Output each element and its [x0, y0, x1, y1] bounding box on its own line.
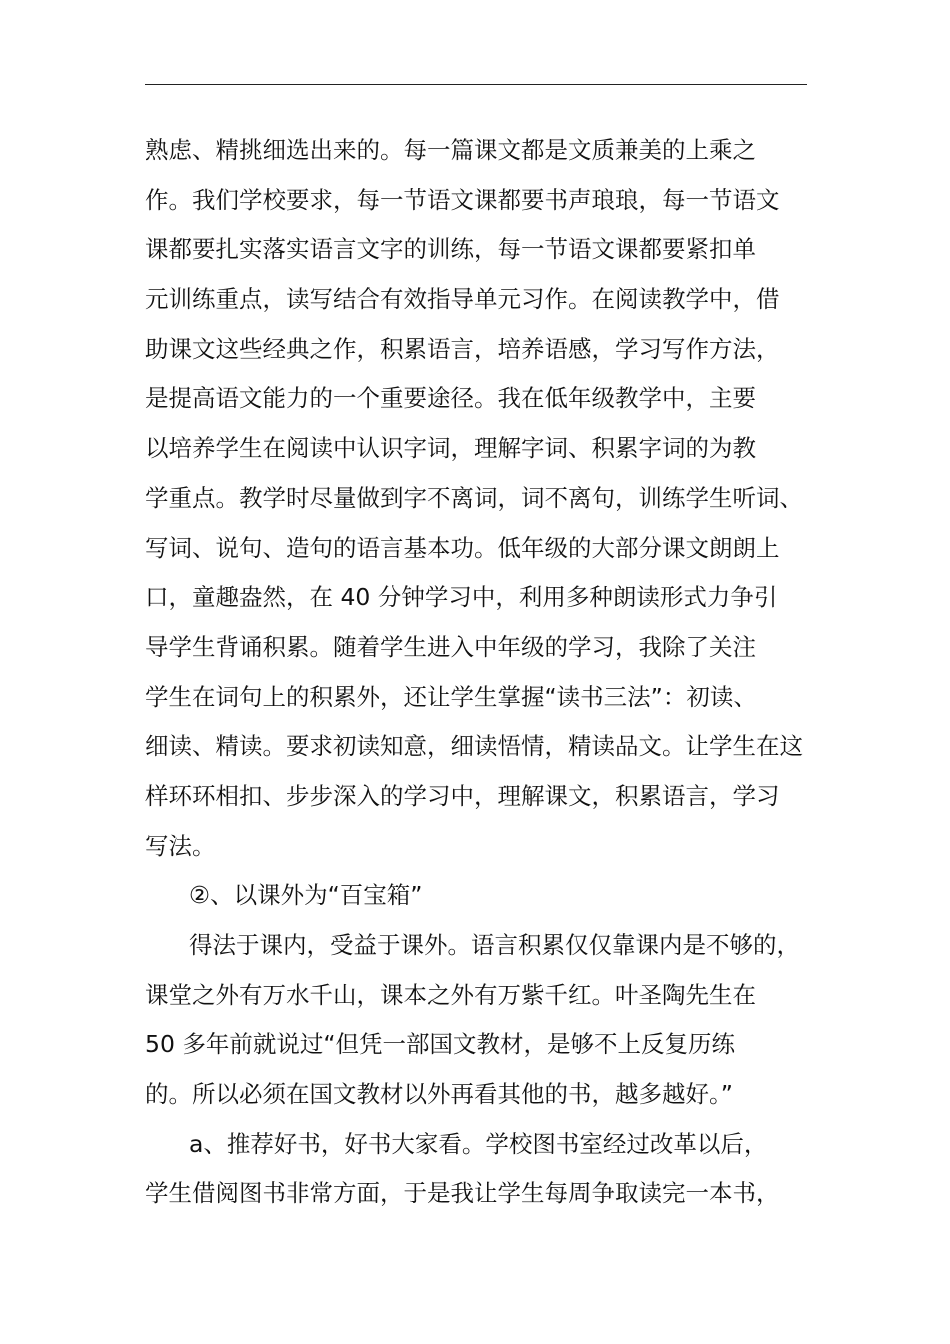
text-line-21: a、推荐好书，好书大家看。学校图书室经过改革以后，	[189, 1129, 768, 1158]
text-line-2: 作。我们学校要求，每一节语文课都要书声琅琅，每一节语文	[145, 185, 780, 214]
text-line-18: 课堂之外有万水千山，课本之外有万紫千红。叶圣陶先生在	[145, 980, 756, 1009]
text-line-4: 元训练重点，读写结合有效指导单元习作。在阅读教学中，借	[145, 285, 780, 314]
text-line-22: 学生借阅图书非常方面，于是我让学生每周争取读完一本书，	[145, 1179, 780, 1208]
text-line-14: 样环环相扣、步步深入的学习中，理解课文，积累语言，学习	[145, 781, 780, 810]
text-line-13: 细读、精读。要求初读知意，细读悟情，精读品文。让学生在这	[145, 732, 803, 761]
text-line-3: 课都要扎实落实语言文字的训练，每一节语文课都要紧扣单	[145, 235, 756, 264]
text-line-12: 学生在词句上的积累外，还让学生掌握“读书三法”：初读、	[145, 682, 757, 711]
text-line-19: 50 多年前就说过“但凭一部国文教材，是够不上反复历练	[145, 1030, 736, 1059]
text-line-7: 以培养学生在阅读中认识字词，理解字词、积累字词的为教	[145, 434, 756, 463]
text-line-20: 的。所以必须在国文教材以外再看其他的书，越多越好。”	[145, 1080, 733, 1109]
body-text	[145, 126, 845, 1219]
text-line-11: 导学生背诵积累。随着学生进入中年级的学习，我除了关注	[145, 632, 756, 661]
header-rule	[145, 84, 807, 85]
text-line-10: 口，童趣盎然，在 40 分钟学习中，利用多种朗读形式力争引	[145, 583, 778, 612]
text-line-5: 助课文这些经典之作，积累语言，培养语感，学习写作方法，	[145, 334, 780, 363]
text-line-9: 写词、说句、造句的语言基本功。低年级的大部分课文朗朗上	[145, 533, 780, 562]
text-line-17: 得法于课内，受益于课外。语言积累仅仅靠课内是不够的，	[189, 931, 800, 959]
text-line-1: 熟虑、精挑细选出来的。每一篇课文都是文质兼美的上乘之	[145, 136, 756, 164]
section-heading: ②、以课外为“百宝箱”	[189, 881, 423, 910]
text-line-8: 学重点。教学时尽量做到字不离词，词不离句，训练学生听词、	[145, 483, 803, 512]
text-line-15: 写法。	[145, 831, 216, 860]
text-line-6: 是提高语文能力的一个重要途径。我在低年级教学中，主要	[145, 384, 756, 413]
